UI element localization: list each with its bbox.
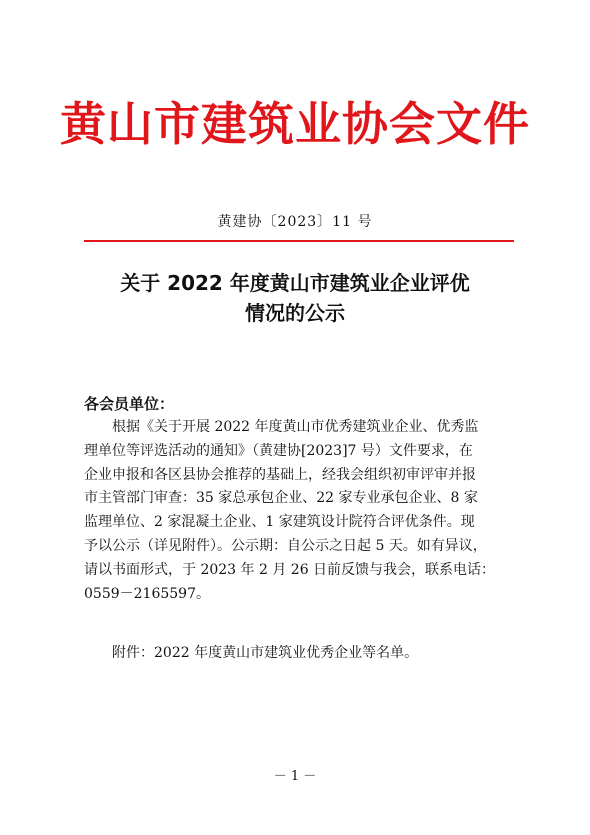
body-line: 企业申报和各区县协会推荐的基础上，经我会组织初审评审并报	[84, 466, 476, 483]
body-line: 理单位等评选活动的通知》（黄建协[2023]7 号）文件要求，在	[84, 442, 473, 459]
attachment-note: 附件：2022 年度黄山市建筑业优秀企业等名单。	[84, 645, 419, 661]
document-masthead-title: 黄山市建筑业协会文件	[60, 97, 530, 151]
red-divider-line	[84, 240, 514, 242]
notice-title-line-2: 情况的公示	[245, 301, 345, 325]
body-paragraph	[84, 416, 524, 606]
body-line: 根据《关于开展 2022 年度黄山市优秀建筑业企业、优秀监	[84, 419, 479, 435]
notice-title-line-1: 关于 2022 年度黄山市建筑业企业评优	[120, 271, 470, 295]
page-number: － 1 －	[273, 769, 317, 784]
body-line: 请以书面形式，于 2023 年 2 月 26 日前反馈与我会，联系电话：	[84, 561, 496, 578]
body-line: 监理单位、2 家混凝土企业、1 家建筑设计院符合评优条件。现	[84, 514, 475, 531]
document-number: 黄建协〔2023〕11 号	[217, 214, 373, 230]
body-line: 市主管部门审查：35 家总承包企业、22 家专业承包企业、8 家	[84, 490, 478, 507]
body-line: 予以公示（详见附件）。公示期：自公示之日起 5 天。如有异议，	[84, 537, 487, 554]
body-line: 0559－2165597。	[84, 585, 210, 602]
salutation: 各会员单位：	[84, 395, 175, 413]
notice-title	[0, 268, 590, 328]
